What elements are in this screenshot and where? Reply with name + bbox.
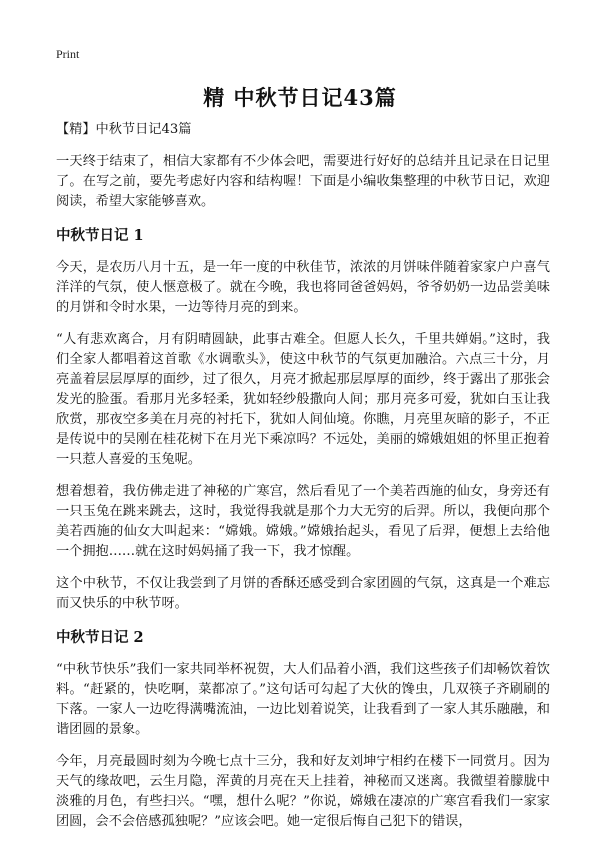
- intro-paragraph: 一天终于结束了，相信大家都有不少体会吧，需要进行好好的总结并且记录在日记里了。在写之前，要先考虑好内容和结构喔！下面是小编收集整理的中秋节日记，欢迎阅读，希望大家能够喜欢。: [56, 154, 550, 209]
- document-body: [56, 120, 550, 844]
- section-heading: 中秋节日记 2: [56, 629, 144, 646]
- paragraph: “人有悲欢离合，月有阴晴圆缺，此事古难全。但愿人长久，千里共婵娟。”这时，我们全家人都唱着这首歌《水调歌头》，使这中秋节的气氛更加融洽。六点三十分，月亮盖着层层厚厚的面纱，过了很久，月亮才掀起那层厚厚的面纱，终于露出了那张会发光的脸蛋。看那月光多轻柔，犹如轻纱般撒向人间；那月亮多可爱，犹如白玉让我欣赏，那夜空多美在月亮的衬托下，犹如人间仙境。你瞧，月亮里灰暗的影子，不正是传说中的吴刚在桂花树下在月光下乘凉吗？不远处，美丽的嫦娥姐姐的怀里正抱着一只惹人喜爱的玉兔呢。: [56, 332, 550, 467]
- section-heading: 中秋节日记 1: [56, 227, 144, 244]
- print-label: Print: [56, 47, 80, 61]
- paragraph: “中秋节快乐”我们一家共同举杯祝贺，大人们品着小酒，我们这些孩子们却畅饮着饮料。“赶紧的，快吃啊，菜都凉了。”这句话可勾起了大伙的馋虫，几双筷子齐刷刷的下落。一家人一边吃得满嘴流油，一边比划着说笑，让我看到了一家人其乐融融，和谐团圆的景象。: [56, 662, 550, 737]
- paragraph: 想着想着，我仿佛走进了神秘的广寒宫，然后看见了一个美若西施的仙女，身旁还有一只玉兔在跳来跳去，这时，我觉得我就是那个力大无穷的后羿。所以，我便向那个美若西施的仙女大叫起来：“嫦娥。嫦娥。”嫦娥抬起头，看见了后羿，便想上去给他一个拥抱……就在这时妈妈捅了我一下，我才惊醒。: [56, 484, 550, 559]
- paragraph: 这个中秋节，不仅让我尝到了月饼的香酥还感受到合家团圆的气氛，这真是一个难忘而又快乐的中秋节呀。: [56, 576, 550, 611]
- paragraph: 今年，月亮最圆时刻为今晚七点十三分，我和好友刘坤宁相约在楼下一同赏月。因为天气的缘故吧，云生月隐，浑黄的月亮在天上挂着，神秘而又迷离。我微望着朦胧中淡雅的月色，有些扫兴。“嘿，想什么呢？”你说，嫦娥在凄凉的广寒宫看我们一家家团圆，会不会倍感孤独呢？”应该会吧。她一定很后悔自己犯下的错误，: [56, 754, 550, 829]
- paragraph: 今天，是农历八月十五，是一年一度的中秋佳节，浓浓的月饼味伴随着家家户户喜气洋洋的气氛，使人惬意极了。就在今晚，我也将同爸爸妈妈，爷爷奶奶一边品尝美味的月饼和令时水果，一边等待月亮的到来。: [56, 260, 550, 315]
- page-title: 精 中秋节日记43篇: [203, 85, 397, 110]
- document-subtitle: 【精】中秋节日记43篇: [56, 122, 192, 137]
